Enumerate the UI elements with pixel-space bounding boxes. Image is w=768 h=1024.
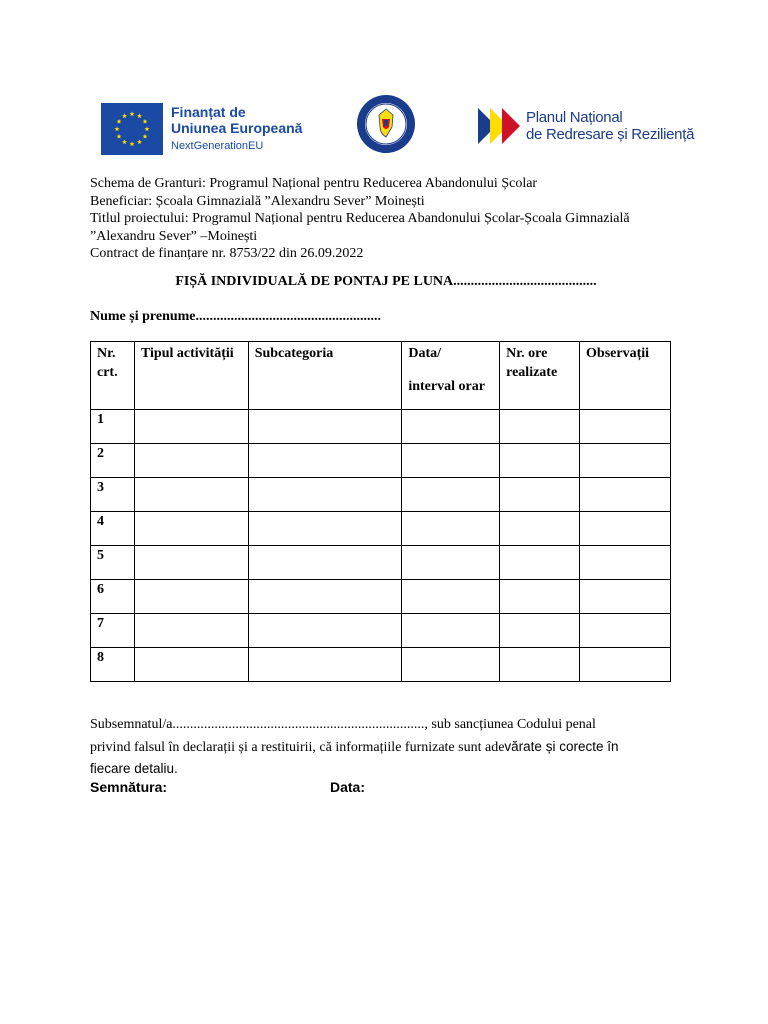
eu-logo-line3: NextGenerationEU [171,140,264,152]
eu-star-icon [122,139,127,144]
empty-cell [248,614,402,648]
declaration-line2 [90,736,690,759]
header-date-interval [402,342,500,410]
empty-cell [580,648,671,682]
eu-star-icon [117,119,122,124]
empty-cell [402,444,500,478]
empty-cell [134,648,248,682]
romanian-government-seal-icon [355,93,417,155]
table-header-row [91,342,671,410]
empty-cell [500,410,580,444]
header-text: interval orar [408,379,485,394]
empty-cell [402,512,500,546]
declaration [90,714,690,780]
eu-star-icon [143,134,148,139]
header-hours [500,342,580,410]
table-row [91,614,671,648]
eu-logo-line2: Uniunea Europeană [171,120,303,136]
row-number: 2 [91,444,135,478]
empty-cell [134,580,248,614]
empty-cell [248,546,402,580]
header-observations [580,342,671,410]
project-title-continued: ”Alexandru Sever” –Moinești [90,228,258,244]
header-text: Data/ [408,346,442,361]
header-text: crt. [97,365,118,380]
empty-cell [134,444,248,478]
row-number: 3 [91,478,135,512]
empty-cell [580,546,671,580]
row-number: 5 [91,546,135,580]
eu-star-icon [137,113,142,118]
header-activity-type [134,342,248,410]
empty-cell [580,512,671,546]
eu-funding-logo [101,103,302,155]
row-number: 8 [91,648,135,682]
empty-cell [248,648,402,682]
eu-flag-icon [101,103,163,155]
table-row [91,444,671,478]
empty-cell [402,614,500,648]
grant-scheme: Schema de Granturi: Programul Național pentru Reducerea Abandonului Școlar [90,176,538,191]
empty-cell [580,410,671,444]
header-nr-crt [91,342,135,410]
table-row [91,478,671,512]
empty-cell [402,546,500,580]
empty-cell [134,478,248,512]
date-label: Data: [330,779,366,795]
project-title: Titlul proiectului: Programul Național pentru Reducerea Abandonului Școlar-Școala Gimnazială [90,211,630,226]
empty-cell [500,648,580,682]
eu-star-icon [115,126,120,131]
table-row [91,512,671,546]
empty-cell [402,580,500,614]
pnrr-logo-text [526,109,694,143]
project-info [90,175,690,263]
declaration-line2-start: privind falsul în declarații și a restituirii, că informațiile furnizate sunt ade [90,739,505,755]
pnrr-arrow-icon [476,106,520,146]
header-text: Nr. [97,346,116,361]
empty-cell [500,478,580,512]
row-number: 1 [91,410,135,444]
empty-cell [500,546,580,580]
empty-cell [580,478,671,512]
beneficiary: Beneficiar: Școala Gimnazială ”Alexandru Sever” Moinești [90,193,425,209]
table-row [91,648,671,682]
empty-cell [402,410,500,444]
empty-cell [580,614,671,648]
empty-cell [500,580,580,614]
empty-cell [134,512,248,546]
header-text: Observații [586,346,650,361]
table-row [91,410,671,444]
empty-cell [500,614,580,648]
eu-star-icon [145,126,150,131]
empty-cell [134,546,248,580]
header-text: realizate [506,365,558,380]
empty-cell [134,614,248,648]
empty-cell [580,580,671,614]
pnrr-logo [476,106,694,146]
header-text: Tipul activității [140,346,234,361]
header-spacer [408,363,493,377]
eu-logo-text [171,104,302,154]
eu-star-icon [130,111,135,116]
declaration-line1: Subsemnatul/a........................................................................, sub sancțiunea Codului penal [90,717,596,732]
header-text: Subcategoria [254,346,334,361]
declaration-line2-end: vărate și corecte în [504,738,619,754]
pnrr-logo-line2: de Redresare și Reziliență [526,126,695,143]
row-number: 6 [91,580,135,614]
empty-cell [248,478,402,512]
document-title: FIȘĂ INDIVIDUALĂ DE PONTAJ PE LUNA......................................... [175,274,597,289]
signature-label: Semnătura: [90,779,168,795]
eu-star-icon [143,119,148,124]
eu-star-icon [122,113,127,118]
header-subcategory [248,342,402,410]
empty-cell [248,410,402,444]
timesheet-table [90,341,671,682]
empty-cell [500,444,580,478]
empty-cell [248,512,402,546]
empty-cell [580,444,671,478]
row-number: 4 [91,512,135,546]
eu-star-icon [117,134,122,139]
empty-cell [248,580,402,614]
empty-cell [500,512,580,546]
eu-star-icon [130,141,135,146]
declaration-line3: fiecare detaliu. [90,761,178,776]
eu-logo-line1: Finanțat de [171,104,246,120]
eu-star-icon [137,139,142,144]
pnrr-logo-line1: Planul Național [526,109,623,126]
header-text: Nr. ore [506,346,548,361]
name-field: Nume și prenume..................................................... [90,309,382,324]
empty-cell [134,410,248,444]
empty-cell [248,444,402,478]
contract-number: Contract de finanțare nr. 8753/22 din 26.09.2022 [90,246,364,261]
row-number: 7 [91,614,135,648]
table-row [91,580,671,614]
table-row [91,546,671,580]
empty-cell [402,648,500,682]
empty-cell [402,478,500,512]
